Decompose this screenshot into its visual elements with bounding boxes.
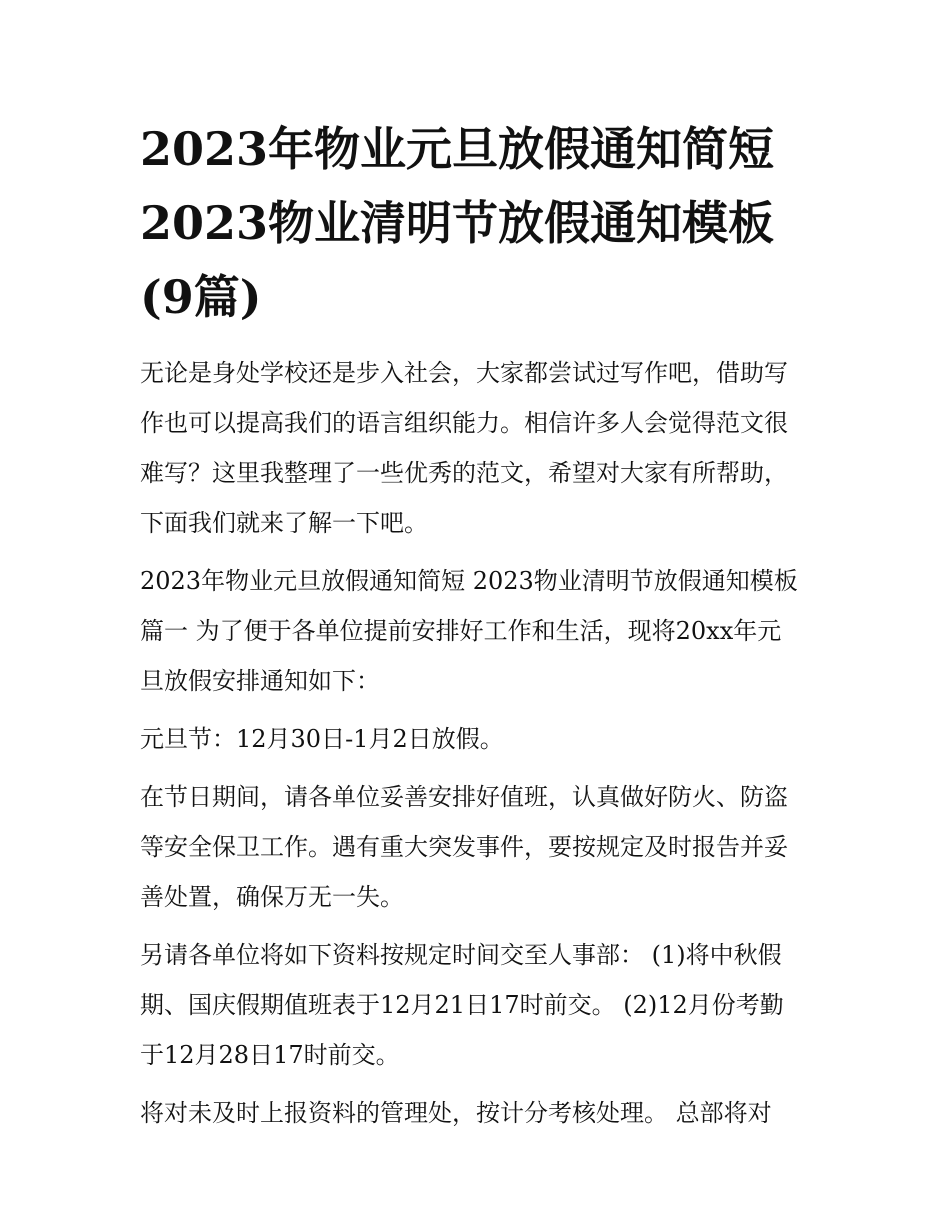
text-line: 于12月28日17时前交。 bbox=[140, 1041, 400, 1069]
document-title bbox=[140, 112, 820, 334]
title-line-2: 2023物业清明节放假通知模板 bbox=[140, 196, 775, 250]
paragraph-assessment bbox=[140, 1088, 820, 1138]
paragraph-intro bbox=[140, 348, 820, 548]
paragraph-duty-arrangement bbox=[140, 772, 820, 922]
document-body bbox=[140, 112, 820, 1138]
text-line: 将对未及时上报资料的管理处，按计分考核处理。 总部将对 bbox=[140, 1099, 772, 1127]
text-line: 难写？这里我整理了一些优秀的范文，希望对大家有所帮助， bbox=[140, 459, 788, 487]
paragraph-section-heading bbox=[140, 556, 820, 706]
text-line: 元旦节：12月30日-1月2日放假。 bbox=[140, 725, 504, 753]
paragraph-materials bbox=[140, 930, 820, 1080]
title-line-1: 2023年物业元旦放假通知简短 bbox=[140, 122, 775, 176]
text-line: 篇一 为了便于各单位提前安排好工作和生活，现将20xx年元 bbox=[140, 617, 782, 645]
text-line: 另请各单位将如下资料按规定时间交至人事部： (1)将中秋假 bbox=[140, 941, 782, 969]
text-line: 无论是身处学校还是步入社会，大家都尝试过写作吧，借助写 bbox=[140, 359, 788, 387]
text-line: 在节日期间，请各单位妥善安排好值班，认真做好防火、防盗 bbox=[140, 783, 788, 811]
text-line: 下面我们就来了解一下吧。 bbox=[140, 509, 428, 537]
text-line: 善处置，确保万无一失。 bbox=[140, 883, 404, 911]
title-line-3: (9篇) bbox=[140, 270, 262, 324]
text-line: 作也可以提高我们的语言组织能力。相信许多人会觉得范文很 bbox=[140, 409, 788, 437]
text-line: 等安全保卫工作。遇有重大突发事件，要按规定及时报告并妥 bbox=[140, 833, 788, 861]
text-line: 期、国庆假期值班表于12月21日17时前交。 (2)12月份考勤 bbox=[140, 991, 784, 1019]
paragraph-holiday-dates bbox=[140, 714, 820, 764]
text-line: 2023年物业元旦放假通知简短 2023物业清明节放假通知模板 bbox=[140, 567, 798, 595]
text-line: 旦放假安排通知如下： bbox=[140, 667, 380, 695]
